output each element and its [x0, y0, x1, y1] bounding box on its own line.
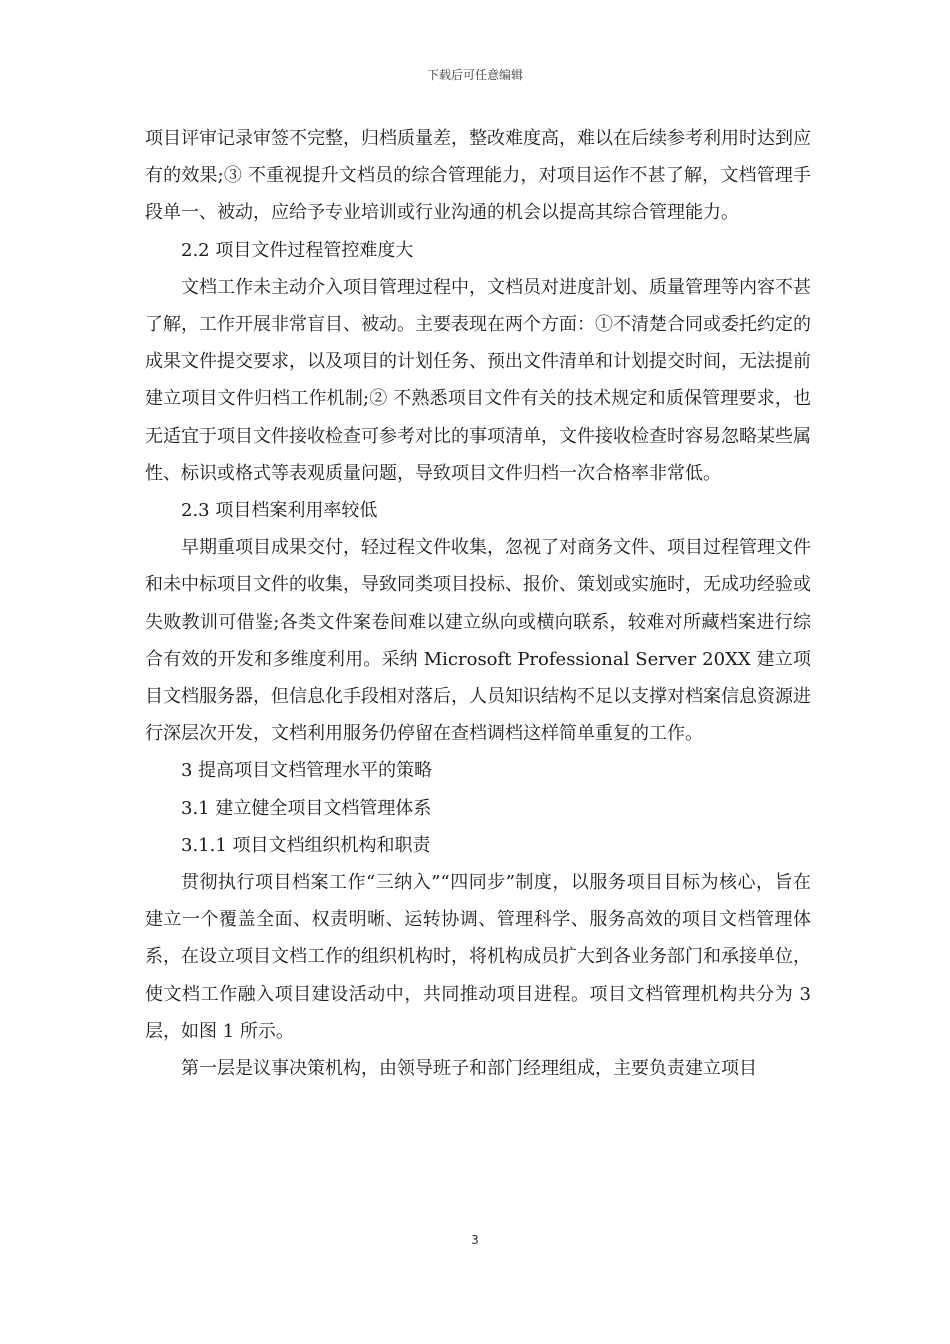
section-heading-3: 3 提高项目文档管理水平的策略: [181, 760, 433, 782]
document-body: [145, 120, 811, 1087]
section-heading-2-2: 2.2 项目文件过程管控难度大: [181, 239, 414, 261]
section-heading-2-3: 2.3 项目档案利用率较低: [181, 500, 378, 522]
paragraph: 第一层是议事决策机构，由领导班子和部门经理组成，主要负责建立项目: [181, 1058, 757, 1080]
paragraph: 文档工作未主动介入项目管理过程中，文档员对进度計划、质量管理等内容不甚了解，工作开展非常盲目、被动。主要表现在两个方面：①不清楚合同或委托约定的成果文件提交要求，以及项目的计划任务、预出文件清单和计划提交时间，无法提前建立项目文件归档工作机制;② 不熟悉项目文件有关的技术规定和质保管理要求，也无适宜于项目文件接收检查可参考对比的事项清单，文件接收检查时容易忽略某些属性、标识或格式等表观质量问题，导致项目文件归档一次合格率非常低。: [145, 276, 811, 484]
page-number: 3: [471, 1233, 479, 1247]
section-heading-3-1-1: 3.1.1 项目文档组织机构和职责: [181, 834, 431, 856]
page-header: 下载后可任意编辑: [426, 68, 523, 82]
paragraph: 贯彻执行项目档案工作“三纳入”“四同步”制度，以服务项目目标为核心，旨在建立一个覆盖全面、权责明晰、运转协调、管理科学、服务高效的项目文档管理体系，在设立项目文档工作的组织机构时，将机构成员扩大到各业务部门和承接单位，使文档工作融入项目建设活动中，共同推动项目进程。项目文档管理机构共分为 3 层，如图 1 所示。: [145, 872, 811, 1042]
section-heading-3-1: 3.1 建立健全项目文档管理体系: [181, 797, 432, 819]
paragraph: 早期重项目成果交付，轻过程文件收集，忽视了对商务文件、项目过程管理文件和未中标项目文件的收集，导致同类项目投标、报价、策划或实施时，无成功经验或失败教训可借鉴;各类文件案卷间难以建立纵向或横向联系，较难对所藏档案进行综合有效的开发和多维度利用。采纳 Microsoft Professional Server 20XX 建立项目文档服务器，但信息化手段相对落后，人员知识结构不足以支撑对档案信息资源进行深层次开发，文档利用服务仍停留在查档调档这样简单重复的工作。: [145, 537, 811, 745]
paragraph-continuation: 项目评审记录审签不完整，归档质量差，整改难度高，难以在后续参考利用时达到应有的效果;③ 不重视提升文档员的综合管理能力，对项目运作不甚了解，文档管理手段单一、被动，应给予专业培训或行业沟通的机会以提高其综合管理能力。: [145, 128, 811, 224]
